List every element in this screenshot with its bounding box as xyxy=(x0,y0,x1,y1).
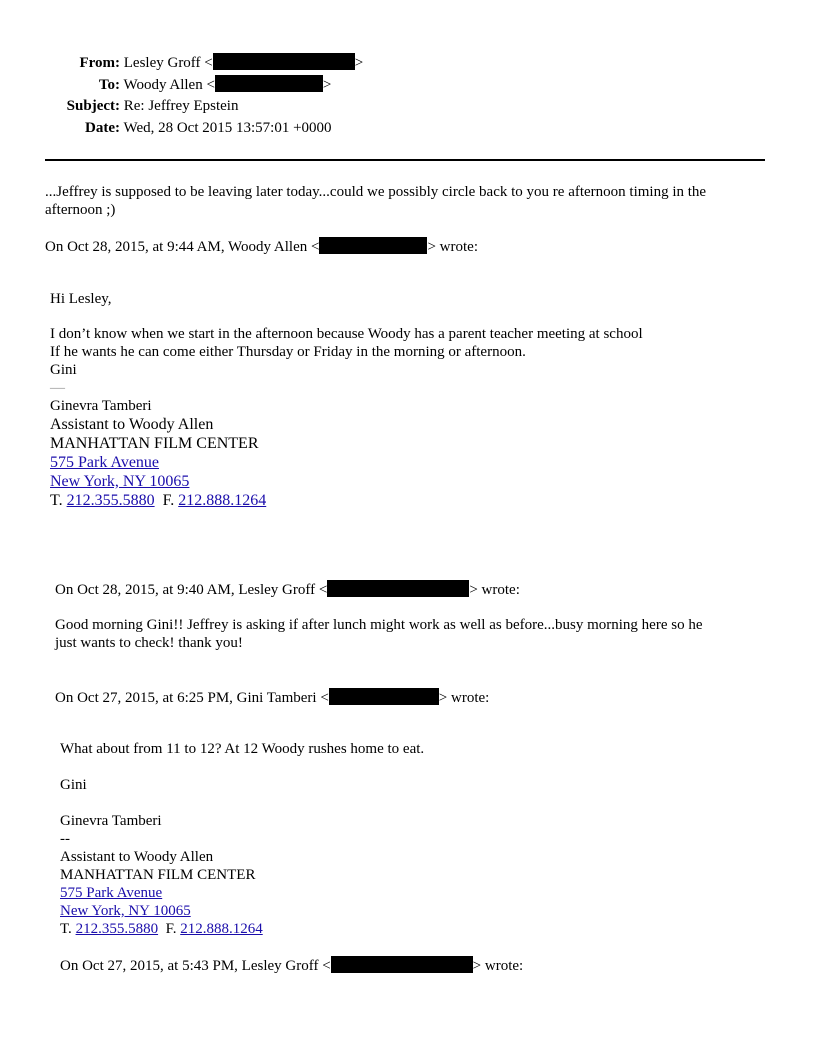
sig2-name: Ginevra Tamberi xyxy=(60,813,162,829)
quote-header-text: On Oct 27, 2015, at 5:43 PM, Lesley Groff < xyxy=(60,958,331,974)
sig1-name: Ginevra Tamberi xyxy=(50,398,152,414)
sig2-city-row xyxy=(60,902,191,920)
quote-header-wrote: > wrote: xyxy=(427,239,478,255)
date-value: Wed, 28 Oct 2015 13:57:01 +0000 xyxy=(123,120,332,136)
redaction-block xyxy=(213,53,355,70)
from-close: > xyxy=(354,55,364,71)
sig2-company: MANHATTAN FILM CENTER xyxy=(60,867,256,883)
sig1-city-row xyxy=(50,472,189,491)
msg2-line-1: Good morning Gini!! Jeffrey is asking if after lunch might work as well as before...busy morning here so he xyxy=(55,617,703,633)
sig2-dash: -- xyxy=(60,831,70,847)
redaction-block xyxy=(215,75,323,92)
sig2-phone-row xyxy=(60,920,263,938)
sig1-street-row xyxy=(50,453,159,472)
date-row xyxy=(0,119,332,137)
quote-header-wrote: > wrote: xyxy=(472,958,524,974)
sig2-t-label: T. xyxy=(60,921,76,937)
redaction-block xyxy=(331,956,473,973)
quote-header-wrote: > wrote: xyxy=(469,582,520,598)
quote-header-3 xyxy=(55,688,489,707)
sig2-phone-link[interactable]: 212.355.5880 xyxy=(75,921,159,937)
header-divider xyxy=(45,159,765,161)
msg1-greeting: Hi Lesley, xyxy=(50,291,112,307)
sig1-t-label: T. xyxy=(50,492,67,509)
quote-header-1 xyxy=(45,237,478,256)
reply-line-1: ...Jeffrey is supposed to be leaving later today...could we possibly circle back to you re afternoon timing in the xyxy=(45,184,707,200)
sig1-title: Assistant to Woody Allen xyxy=(50,416,214,433)
msg3-line-1: What about from 11 to 12? At 12 Woody rushes home to eat. xyxy=(60,741,425,757)
quote-header-text: On Oct 27, 2015, at 6:25 PM, Gini Tamberi < xyxy=(55,690,329,706)
date-label: Date: xyxy=(85,120,120,136)
msg3-sign: Gini xyxy=(60,777,87,793)
sig2-title: Assistant to Woody Allen xyxy=(60,849,214,865)
sig1-company: MANHATTAN FILM CENTER xyxy=(50,435,259,452)
redaction-block xyxy=(319,237,427,254)
msg1-line-1: I don’t know when we start in the afternoon because Woody has a parent teacher meeting at school xyxy=(50,326,643,342)
sig2-f-label: F. xyxy=(158,921,181,937)
subject-value: Re: Jeffrey Epstein xyxy=(123,98,239,114)
to-close: > xyxy=(322,77,332,93)
sig1-f-label: F. xyxy=(154,492,179,509)
quote-header-text: On Oct 28, 2015, at 9:44 AM, Woody Allen < xyxy=(45,239,320,255)
sig1-fax-link[interactable]: 212.888.1264 xyxy=(178,492,267,509)
to-row xyxy=(0,75,331,94)
msg1-line-3: Gini xyxy=(50,362,77,378)
msg1-dash: — xyxy=(50,380,65,396)
sig2-street-link[interactable]: 575 Park Avenue xyxy=(60,885,163,901)
sig1-street-link[interactable]: 575 Park Avenue xyxy=(50,454,160,471)
to-value: Woody Allen < xyxy=(123,77,215,93)
sig2-city-link[interactable]: New York, NY 10065 xyxy=(60,903,191,919)
to-label: To: xyxy=(98,77,120,93)
redaction-block xyxy=(327,580,469,597)
from-row xyxy=(0,53,363,72)
reply-line-2: afternoon ;) xyxy=(45,202,116,218)
subject-row xyxy=(0,97,238,115)
quote-header-wrote: > wrote: xyxy=(438,690,490,706)
msg1-line-2: If he wants he can come either Thursday or Friday in the morning or afternoon. xyxy=(50,344,526,360)
quote-header-2 xyxy=(55,580,520,599)
subject-label: Subject: xyxy=(66,98,120,114)
msg2-line-2: just wants to check! thank you! xyxy=(55,635,243,651)
from-label: From: xyxy=(79,55,120,71)
quote-header-4 xyxy=(60,956,523,975)
quote-header-text: On Oct 28, 2015, at 9:40 AM, Lesley Groff < xyxy=(55,582,328,598)
sig2-fax-link[interactable]: 212.888.1264 xyxy=(180,921,263,937)
sig1-phone-link[interactable]: 212.355.5880 xyxy=(66,492,155,509)
sig1-city-link[interactable]: New York, NY 10065 xyxy=(50,473,190,490)
from-value: Lesley Groff < xyxy=(123,55,213,71)
redaction-block xyxy=(329,688,439,705)
sig1-phone-row xyxy=(50,491,266,510)
sig2-street-row xyxy=(60,884,162,902)
